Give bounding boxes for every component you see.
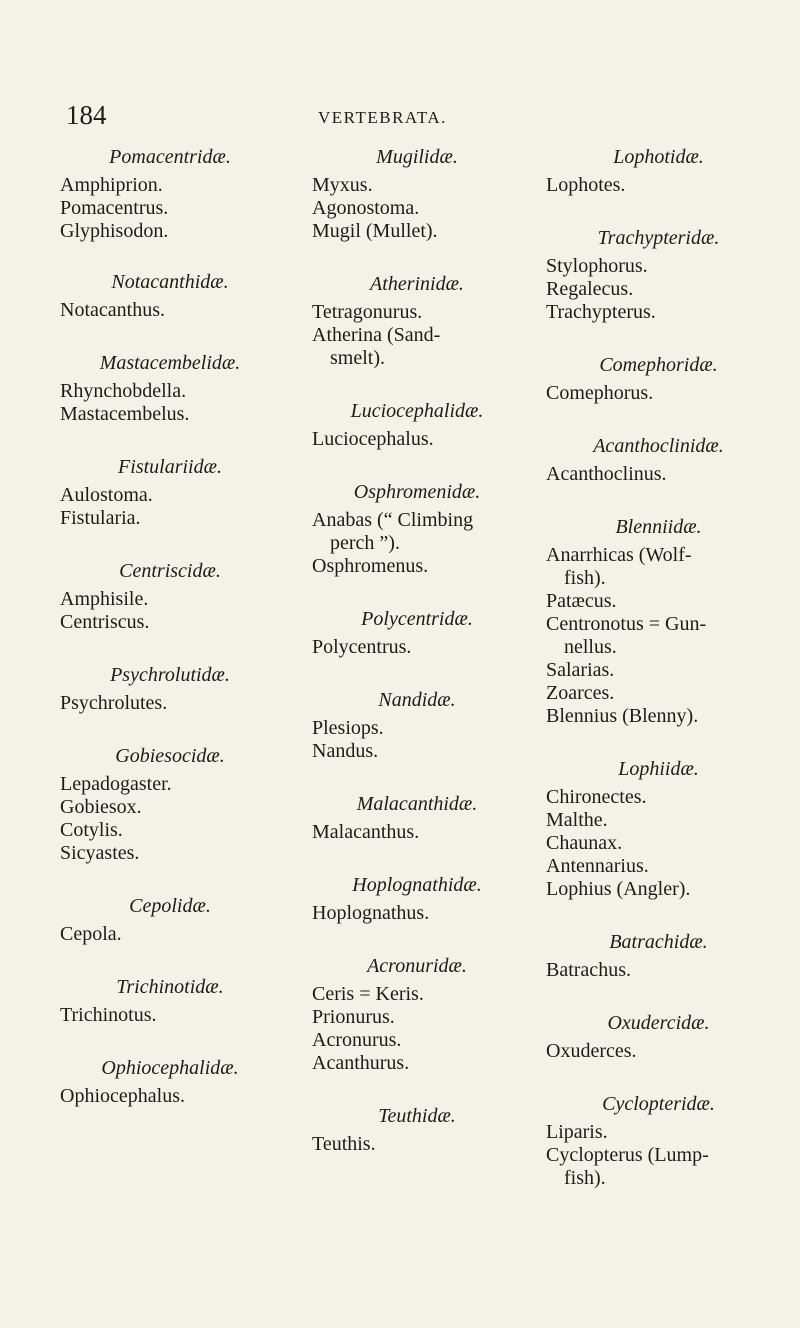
running-head: VERTEBRATA.	[318, 108, 447, 127]
genus-line: Luciocephalus.	[312, 428, 434, 450]
family-block	[60, 352, 280, 426]
genus-line: Tetragonurus.	[312, 301, 423, 323]
family-name: Atherinidæ.	[370, 273, 464, 295]
family-name: Lophotidæ.	[613, 146, 704, 168]
family-block	[60, 1057, 280, 1108]
genus-line: Nandus.	[312, 740, 379, 762]
genus-line: Regalecus.	[546, 278, 634, 300]
genus-line: Anabas (“ Climbing	[312, 509, 474, 531]
genus-line: Malacanthus.	[312, 821, 420, 843]
page-number: 184	[66, 100, 107, 130]
genus-line: Gobiesox.	[60, 796, 142, 818]
genus-line: Rhynchobdella.	[60, 380, 187, 402]
family-name: Acronuridæ.	[367, 955, 467, 977]
family-name: Mugilidæ.	[376, 146, 458, 168]
genus-line: Ophiocephalus.	[60, 1085, 185, 1107]
family-block	[546, 1012, 771, 1063]
genus-line: Notacanthus.	[60, 299, 165, 321]
genus-line: Zoarces.	[546, 682, 615, 704]
family-block	[546, 435, 771, 486]
family-block	[312, 146, 522, 243]
genus-line: fish).	[564, 1167, 606, 1189]
genus-line: Liparis.	[546, 1121, 608, 1143]
genus-line: Lophius (Angler).	[546, 878, 691, 900]
genus-line: Cepola.	[60, 923, 122, 945]
genus-line: Mugil (Mullet).	[312, 220, 438, 242]
genus-line: Centronotus = Gun-	[546, 613, 707, 635]
family-name: Hoplognathidæ.	[352, 874, 482, 896]
family-block	[60, 976, 280, 1027]
genus-line: Atherina (Sand-	[312, 324, 441, 346]
genus-line: Plesiops.	[312, 717, 384, 739]
family-block	[312, 689, 522, 763]
family-name: Notacanthidæ.	[111, 271, 229, 293]
family-name: Batrachidæ.	[609, 931, 708, 953]
family-block	[312, 481, 522, 578]
column-middle	[312, 146, 522, 1156]
family-block	[60, 146, 280, 243]
column-right	[546, 146, 771, 1190]
genus-line: nellus.	[564, 636, 617, 658]
genus-line: Trachypterus.	[546, 301, 656, 323]
family-name: Trachypteridæ.	[597, 227, 720, 249]
genus-line: Prionurus.	[312, 1006, 395, 1028]
family-block	[312, 874, 522, 925]
genus-line: Myxus.	[312, 174, 373, 196]
genus-line: Centriscus.	[60, 611, 150, 633]
family-name: Centriscidæ.	[119, 560, 221, 582]
genus-line: Cotylis.	[60, 819, 123, 841]
genus-line: Blennius (Blenny).	[546, 705, 699, 727]
genus-line: Pomacentrus.	[60, 197, 169, 219]
genus-line: Oxuderces.	[546, 1040, 637, 1062]
genus-line: Comephorus.	[546, 382, 654, 404]
family-name: Nandidæ.	[378, 689, 456, 711]
family-name: Cyclopteridæ.	[602, 1093, 715, 1115]
family-block	[60, 456, 280, 530]
genus-line: Aulostoma.	[60, 484, 153, 506]
genus-line: Lepadogaster.	[60, 773, 172, 795]
family-name: Ophiocephalidæ.	[101, 1057, 239, 1079]
genus-line: Anarrhicas (Wolf-	[546, 544, 692, 566]
genus-line: Chironectes.	[546, 786, 647, 808]
family-name: Cepolidæ.	[129, 895, 211, 917]
family-name: Osphromenidæ.	[353, 481, 481, 503]
genus-line: Acanthurus.	[312, 1052, 410, 1074]
family-block	[546, 354, 771, 405]
family-name: Blenniidæ.	[615, 516, 702, 538]
family-block	[312, 608, 522, 659]
genus-line: perch ”).	[330, 532, 400, 554]
genus-line: Mastacembelus.	[60, 403, 190, 425]
genus-line: Polycentrus.	[312, 636, 412, 658]
family-block	[546, 758, 771, 901]
family-block	[60, 895, 280, 946]
family-name: Gobiesocidæ.	[115, 745, 225, 767]
family-block	[546, 931, 771, 982]
family-name: Pomacentridæ.	[109, 146, 231, 168]
genus-line: Hoplognathus.	[312, 902, 430, 924]
family-block	[60, 664, 280, 715]
family-name: Fistulariidæ.	[118, 456, 222, 478]
family-name: Trichinotidæ.	[116, 976, 224, 998]
genus-line: Chaunax.	[546, 832, 623, 854]
family-block	[312, 793, 522, 844]
family-block	[546, 227, 771, 324]
genus-line: Osphromenus.	[312, 555, 429, 577]
family-name: Acanthoclinidæ.	[593, 435, 724, 457]
family-block	[546, 516, 771, 728]
family-block	[312, 400, 522, 451]
family-name: Comephoridæ.	[599, 354, 718, 376]
genus-line: Lophotes.	[546, 174, 626, 196]
genus-line: Ceris = Keris.	[312, 983, 424, 1005]
genus-line: Antennarius.	[546, 855, 649, 877]
genus-line: Fistularia.	[60, 507, 141, 529]
family-block	[546, 1093, 771, 1190]
genus-line: Sicyastes.	[60, 842, 140, 864]
genus-line: Stylophorus.	[546, 255, 648, 277]
column-left	[60, 146, 280, 1108]
family-name: Polycentridæ.	[361, 608, 473, 630]
genus-line: Acronurus.	[312, 1029, 402, 1051]
genus-line: Agonostoma.	[312, 197, 420, 219]
family-name: Psychrolutidæ.	[110, 664, 230, 686]
genus-line: fish).	[564, 567, 606, 589]
genus-line: Trichinotus.	[60, 1004, 157, 1026]
genus-line: Psychrolutes.	[60, 692, 168, 714]
family-name: Oxudercidæ.	[607, 1012, 710, 1034]
genus-line: Teuthis.	[312, 1133, 376, 1155]
family-block	[312, 1105, 522, 1156]
family-block	[546, 146, 771, 197]
family-block	[312, 273, 522, 370]
genus-line: Glyphisodon.	[60, 220, 169, 242]
family-name: Luciocephalidæ.	[350, 400, 484, 422]
family-name: Mastacembelidæ.	[99, 352, 241, 374]
genus-line: Cyclopterus (Lump-	[546, 1144, 709, 1166]
genus-line: Patæcus.	[546, 590, 617, 612]
genus-line: Batrachus.	[546, 959, 631, 981]
genus-line: Amphiprion.	[60, 174, 163, 196]
family-block	[60, 560, 280, 634]
family-name: Malacanthidæ.	[356, 793, 478, 815]
genus-line: Salarias.	[546, 659, 615, 681]
genus-line: Malthe.	[546, 809, 608, 831]
genus-line: Amphisile.	[60, 588, 149, 610]
family-block	[312, 955, 522, 1075]
genus-line: smelt).	[330, 347, 385, 369]
family-name: Teuthidæ.	[378, 1105, 456, 1127]
family-name: Lophiidæ.	[618, 758, 699, 780]
family-block	[60, 745, 280, 865]
genus-line: Acanthoclinus.	[546, 463, 667, 485]
family-block	[60, 271, 280, 322]
